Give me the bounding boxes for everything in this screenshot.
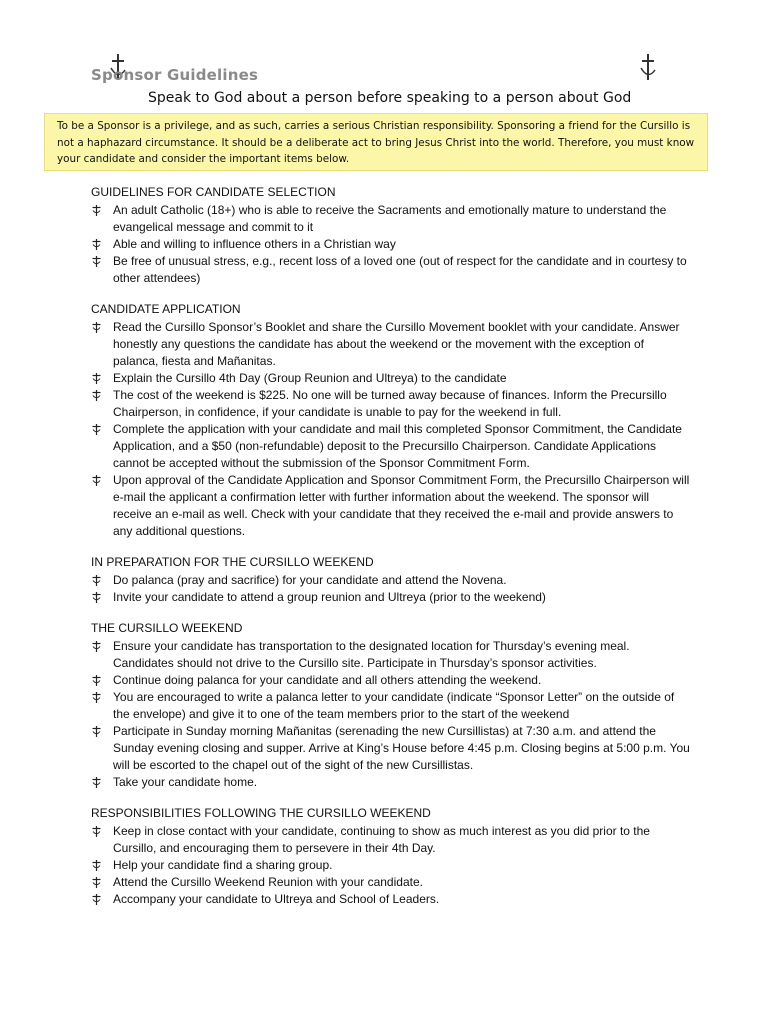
- cross-bullet-icon: [91, 691, 102, 704]
- section-heading: THE CURSILLO WEEKEND: [91, 621, 243, 635]
- guideline-section: [91, 805, 691, 908]
- list-item: [91, 723, 691, 774]
- list-item: [91, 370, 691, 387]
- list-item-text: Read the Cursillo Sponsor’s Booklet and share the Cursillo Movement booklet with your candidate. Answer honestly any questions the candidate has about the weekend or the movement with the exception of palanca, fiesta and Mañanitas.: [113, 320, 680, 368]
- guideline-section: [91, 184, 691, 287]
- list-item-text: You are encouraged to write a palanca letter to your candidate (indicate “Sponsor Letter” on the outside of the envelope) and give it to one of the team members prior to the start of the weekend: [113, 690, 675, 721]
- cross-bullet-icon: [91, 321, 102, 334]
- list-item-text: Ensure your candidate has transportation to the designated location for Thursday’s evening meal. Candidates should not drive to the Cursillo site. Participate in Thursday’s sponsor activities.: [113, 639, 630, 670]
- cross-bullet-icon: [91, 825, 102, 838]
- section-heading: RESPONSIBILITIES FOLLOWING THE CURSILLO WEEKEND: [91, 806, 431, 820]
- guideline-list: [91, 823, 691, 908]
- intro-callout: To be a Sponsor is a privilege, and as such, carries a serious Christian responsibility. Sponsoring a friend for the Cursillo is not a haphazard circumstance. It should be a deliberate act to bring Jesus Christ into the world. Therefore, you must know your candidate and consider the important items below.: [44, 113, 708, 171]
- list-item: [91, 689, 691, 723]
- cross-bullet-icon: [91, 423, 102, 436]
- list-item-text: Upon approval of the Candidate Application and Sponsor Commitment Form, the Precursillo Chairperson will e-mail the applicant a confirmation letter with further information about the weekend. The sponsor will receive an e-mail as well. Check with your candidate that they received the e-mail and provide answers to any additional questions.: [113, 473, 690, 538]
- cross-bullet-icon: [91, 372, 102, 385]
- list-item: [91, 589, 691, 606]
- cross-bullet-icon: [91, 859, 102, 872]
- list-item-text: An adult Catholic (18+) who is able to receive the Sacraments and emotionally mature to understand the evangelical message and commit to it: [113, 203, 667, 234]
- list-item-text: Continue doing palanca for your candidate and all others attending the weekend.: [113, 673, 542, 687]
- guideline-section: [91, 620, 691, 791]
- list-item-text: Help your candidate find a sharing group.: [113, 858, 333, 872]
- list-item: [91, 874, 691, 891]
- cross-bullet-icon: [91, 725, 102, 738]
- cross-bullet-icon: [91, 255, 102, 268]
- section-heading: GUIDELINES FOR CANDIDATE SELECTION: [91, 185, 336, 199]
- list-item-text: Explain the Cursillo 4th Day (Group Reunion and Ultreya) to the candidate: [113, 371, 507, 385]
- cross-bullet-icon: [91, 574, 102, 587]
- list-item-text: Be free of unusual stress, e.g., recent loss of a loved one (out of respect for the candidate and in courtesy to other attendees): [113, 254, 687, 285]
- list-item-text: Attend the Cursillo Weekend Reunion with your candidate.: [113, 875, 423, 889]
- cross-bullet-icon: [91, 640, 102, 653]
- list-item-text: Keep in close contact with your candidate, continuing to show as much interest as you did prior to the Cursillo, and encouraging them to persevere in their 4th Day.: [113, 824, 650, 855]
- page-subtitle: Speak to God about a person before speaking to a person about God: [148, 90, 632, 106]
- list-item: [91, 857, 691, 874]
- list-item-text: Invite your candidate to attend a group reunion and Ultreya (prior to the weekend): [113, 590, 546, 604]
- guideline-list: [91, 572, 691, 606]
- section-heading: CANDIDATE APPLICATION: [91, 302, 241, 316]
- list-item: [91, 891, 691, 908]
- cross-bullet-icon: [91, 389, 102, 402]
- list-item: [91, 202, 691, 236]
- list-item-text: The cost of the weekend is $225. No one will be turned away because of finances. Inform the Precursillo Chairperson, in confidence, if your candidate is unable to pay for the weekend in full.: [113, 388, 667, 419]
- list-item: [91, 572, 691, 589]
- list-item: [91, 421, 691, 472]
- guideline-list: [91, 319, 691, 540]
- section-heading: IN PREPARATION FOR THE CURSILLO WEEKEND: [91, 555, 374, 569]
- list-item-text: Do palanca (pray and sacrifice) for your candidate and attend the Novena.: [113, 573, 507, 587]
- list-item-text: Take your candidate home.: [113, 775, 258, 789]
- list-item-text: Participate in Sunday morning Mañanitas (serenading the new Cursillistas) at 7:30 a.m. and attend the Sunday evening closing and supper. Arrive at King’s House before 4:45 p.m. Closing begins at 5:00 p.m. You will be escorted to the chapel out of the sight of the new Cursillistas.: [113, 724, 690, 772]
- guideline-list: [91, 202, 691, 287]
- cross-bullet-icon: [91, 591, 102, 604]
- guidelines-sections: [91, 184, 691, 922]
- cross-bullet-icon: [91, 204, 102, 217]
- cross-bullet-icon: [91, 474, 102, 487]
- page-title: Sponsor Guidelines: [91, 66, 259, 84]
- cross-bullet-icon: [91, 238, 102, 251]
- list-item: [91, 236, 691, 253]
- list-item: [91, 387, 691, 421]
- cross-bullet-icon: [91, 776, 102, 789]
- list-item: [91, 823, 691, 857]
- list-item: [91, 774, 691, 791]
- list-item: [91, 472, 691, 540]
- list-item: [91, 638, 691, 672]
- list-item-text: Accompany your candidate to Ultreya and School of Leaders.: [113, 892, 440, 906]
- list-item: [91, 253, 691, 287]
- list-item-text: Able and willing to influence others in a Christian way: [113, 237, 396, 251]
- guideline-section: [91, 554, 691, 606]
- cross-bullet-icon: [91, 876, 102, 889]
- list-item: [91, 319, 691, 370]
- list-item: [91, 672, 691, 689]
- list-item-text: Complete the application with your candidate and mail this completed Sponsor Commitment, the Candidate Application, and a $50 (non-refundable) deposit to the Precursillo Chairperson. Candidate Applications cannot be accepted without the submission of the Sponsor Commitment Form.: [113, 422, 682, 470]
- cross-bullet-icon: [91, 893, 102, 906]
- guideline-list: [91, 638, 691, 791]
- guideline-section: [91, 301, 691, 540]
- cross-bullet-icon: [91, 674, 102, 687]
- cursillo-cross-icon: [638, 52, 658, 82]
